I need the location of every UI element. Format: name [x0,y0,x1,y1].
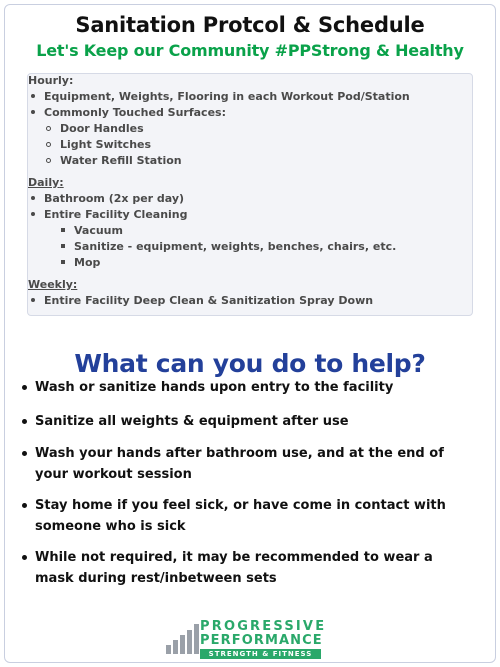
square-bullet-icon [61,244,65,248]
help-list-item: Stay home if you feel sick, or have come in contact with someone who is sick [22,495,472,537]
logo-line2: PERFORMANCE [200,633,323,648]
help-list-item: Wash your hands after bathroom use, and at the end of your workout session [22,443,472,485]
schedule-box: Hourly: Equipment, Weights, Flooring in each Workout Pod/Station Commonly Touched Surfaces: Door Handles Light Switches Water Refill Station Daily: Bathroom (2x per day) Entire Facility Cleaning Vacuum Sanitize - equipment, weights, benches, chairs, etc. Mop Weekly: Entire Facility Deep Clean & Sanitization Spray Down [27,73,473,316]
schedule-weekly-section: Weekly: [28,278,78,291]
list-item: Vacuum [61,224,123,237]
list-item: Commonly Touched Surfaces: [31,106,226,119]
list-item: Bathroom (2x per day) [31,192,184,205]
list-item: Door Handles [46,122,144,135]
bar-chart-logo-icon [166,624,200,654]
page-subtitle: Let's Keep our Community #PPStrong & Healthy [36,41,464,60]
logo-tagline: STRENGTH & FITNESS [200,649,321,659]
hourly-label: Hourly [28,74,69,87]
weekly-label: Weekly [28,278,73,291]
bullet-icon [22,555,27,560]
bullet-icon [31,94,35,98]
logo-line1: PROGRESSIVE [200,619,327,634]
bullet-icon [31,110,35,114]
help-list-item: Wash or sanitize hands upon entry to the facility [22,377,472,398]
hollow-bullet-icon [46,126,51,131]
square-bullet-icon [61,260,65,264]
bullet-icon [22,451,27,456]
help-list-item: While not required, it may be recommended to wear a mask during rest/inbetween sets [22,547,472,589]
help-list-item: Sanitize all weights & equipment after use [22,411,472,432]
bullet-icon [22,503,27,508]
bullet-icon [22,385,27,390]
hollow-bullet-icon [46,142,51,147]
list-item: Water Refill Station [46,154,182,167]
schedule-daily-section: Daily: [28,176,64,189]
list-item: Mop [61,256,100,269]
page-title: Sanitation Protcol & Schedule [75,13,425,37]
list-item: Equipment, Weights, Flooring in each Workout Pod/Station [31,90,410,103]
list-item: Entire Facility Deep Clean & Sanitization Spray Down [31,294,373,307]
daily-label: Daily [28,176,60,189]
bullet-icon [31,196,35,200]
list-item: Light Switches [46,138,151,151]
list-item: Sanitize - equipment, weights, benches, chairs, etc. [61,240,396,253]
help-heading: What can you do to help? [74,349,426,378]
square-bullet-icon [61,228,65,232]
bullet-icon [22,419,27,424]
list-item: Entire Facility Cleaning [31,208,188,221]
brand-logo [166,618,336,662]
hollow-bullet-icon [46,158,51,163]
bullet-icon [31,212,35,216]
bullet-icon [31,298,35,302]
